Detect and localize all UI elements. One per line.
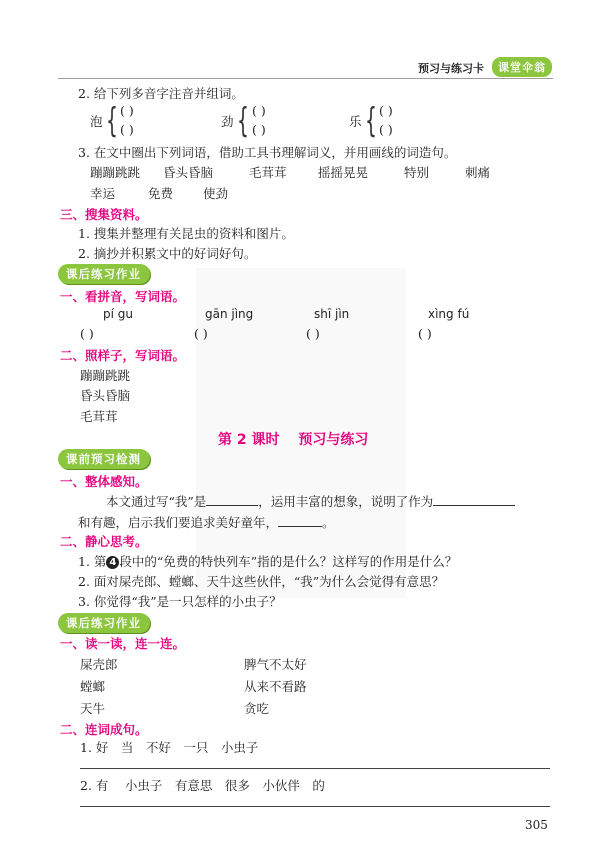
- answer-paren: ( ): [306, 326, 320, 341]
- research-item: 2. 摘抄并积累文中的好词好句。: [78, 246, 257, 261]
- section-title-pinyin: 一、看拼音，写词语。: [60, 289, 186, 304]
- vocab-word: 昏头昏脑: [163, 165, 214, 180]
- polyphone-char: 劲: [221, 114, 234, 129]
- pinyin-text: shī jìn: [314, 307, 350, 321]
- think-question-1: [78, 552, 457, 570]
- homework-badge: 课后练习作业: [58, 264, 150, 284]
- brace: {: [237, 101, 249, 141]
- polyphone-char: 乐: [349, 114, 362, 129]
- circled-number-4: 4: [106, 556, 119, 569]
- section-title-sentence: 二、连词成句。: [60, 722, 148, 737]
- q-text: 段中的“免费的特快列车”指的是什么？这样写的作用是什么？: [119, 554, 458, 569]
- preclass-badge: 课前预习检测: [58, 449, 150, 469]
- answer-paren: ( ): [80, 326, 94, 341]
- example-word: 蹦蹦跳跳: [80, 368, 131, 383]
- overview-paragraph: [106, 492, 515, 510]
- match-left[interactable]: 天牛: [80, 701, 106, 716]
- match-left[interactable]: 螳螂: [80, 679, 106, 694]
- match-right[interactable]: 脾气不太好: [244, 657, 307, 672]
- fill-blank[interactable]: [433, 493, 515, 506]
- answer-paren: ( ): [252, 122, 266, 137]
- vocab-word: 刺痛: [465, 165, 491, 180]
- section-title-overview: 一、整体感知。: [60, 474, 148, 489]
- homework-badge: 课后练习作业: [58, 613, 150, 633]
- pinyin-text: pí gu: [103, 307, 133, 321]
- lesson-title: 第 2 课时 预习与练习: [218, 432, 369, 448]
- answer-paren: ( ): [194, 326, 208, 341]
- polyphone-char: 泡: [90, 114, 103, 129]
- vocab-word: 幸运: [90, 186, 116, 201]
- brace: {: [365, 101, 377, 141]
- header-rule: [58, 78, 553, 79]
- section-title-match: 一、读一读，连一连。: [60, 636, 186, 651]
- answer-paren: ( ): [120, 103, 134, 118]
- match-right[interactable]: 从来不看路: [244, 679, 307, 694]
- vocab-word: 蹦蹦跳跳: [90, 165, 141, 180]
- think-question-3: 3. 你觉得“我”是一只怎样的小虫子？: [78, 594, 282, 609]
- answer-paren: ( ): [252, 103, 266, 118]
- pinyin-text: xìng fú: [428, 307, 470, 321]
- answer-paren: ( ): [379, 103, 393, 118]
- answer-line[interactable]: [80, 768, 550, 769]
- pinyin-text: gān jìng: [205, 307, 254, 321]
- vocab-word: 特别: [404, 165, 430, 180]
- page-number: 305: [525, 818, 548, 832]
- fill-blank[interactable]: [278, 514, 322, 527]
- header-badge: 课堂伞翁: [492, 57, 552, 77]
- sentence-words-1: 1. 好 当 不好 一只 小虫子: [80, 740, 259, 755]
- question-vocab: 3. 在文中圈出下列词语，借助工具书理解词义，并用画线的词造句。: [78, 145, 457, 160]
- vocab-word: 摇摇晃晃: [318, 165, 369, 180]
- answer-line[interactable]: [80, 806, 550, 807]
- brace: {: [106, 101, 118, 141]
- match-left[interactable]: 屎壳郎: [80, 657, 118, 672]
- research-item: 1. 搜集并整理有关昆虫的资料和图片。: [78, 226, 294, 241]
- answer-paren: ( ): [418, 326, 432, 341]
- header-label: 预习与练习卡: [418, 62, 484, 75]
- section-title-think: 二、静心思考。: [60, 534, 148, 549]
- match-right[interactable]: 贪吃: [244, 701, 270, 716]
- para-text: 本文通过写“我”是: [106, 494, 207, 509]
- think-question-2: 2. 面对屎壳郎、螳螂、天牛这些伙伴，“我”为什么会觉得有意思？: [78, 574, 445, 589]
- q-text: 1. 第: [78, 554, 107, 569]
- para-text: 和有趣，启示我们要追求美好童年，: [78, 515, 279, 530]
- section-title-imitate: 二、照样子，写词语。: [60, 348, 186, 363]
- answer-paren: ( ): [379, 122, 393, 137]
- para-text: ，运用丰富的想象，说明了作为: [258, 494, 434, 509]
- sentence-words-2: 2. 有 小虫子 有意思 很多 小伙伴 的: [80, 778, 325, 793]
- overview-paragraph-2: [78, 513, 335, 531]
- example-word: 毛茸茸: [80, 409, 118, 424]
- question-polyphone: 2. 给下列多音字注音并组词。: [78, 86, 244, 101]
- answer-paren: ( ): [120, 122, 134, 137]
- para-text: 。: [322, 515, 335, 530]
- fill-blank[interactable]: [206, 493, 258, 506]
- example-word: 昏头昏脑: [80, 388, 131, 403]
- vocab-word: 毛茸茸: [249, 165, 287, 180]
- vocab-word: 使劲: [203, 186, 229, 201]
- vocab-word: 免费: [148, 186, 174, 201]
- section-title-research: 三、搜集资料。: [60, 207, 148, 222]
